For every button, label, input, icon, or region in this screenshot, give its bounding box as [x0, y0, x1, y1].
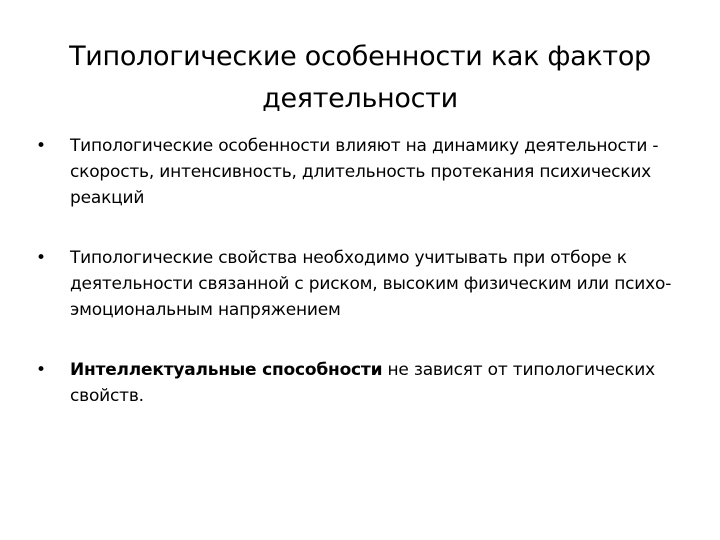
bullet-text: не зависят от типологических свойств. — [70, 360, 655, 406]
bullet-bold-text: Интеллектуальные способности — [70, 360, 383, 380]
list-item — [36, 245, 684, 323]
bullet-list — [36, 133, 684, 409]
list-item — [36, 133, 684, 211]
bullet-icon: • — [36, 136, 46, 156]
bullet-text: Типологические свойства необходимо учитывать при отборе к деятельности связанной с риском, высоким физическим или психо-эмоциональным напряжением — [70, 248, 672, 320]
slide-title: Типологические особенности как фактор деятельности — [69, 41, 651, 114]
bullet-text: Типологические особенности влияют на динамику деятельности - скорость, интенсивность, длительность протекания психических реакций — [70, 136, 659, 208]
bullet-icon: • — [36, 248, 46, 268]
list-item — [36, 357, 684, 409]
bullet-icon: • — [36, 360, 46, 380]
